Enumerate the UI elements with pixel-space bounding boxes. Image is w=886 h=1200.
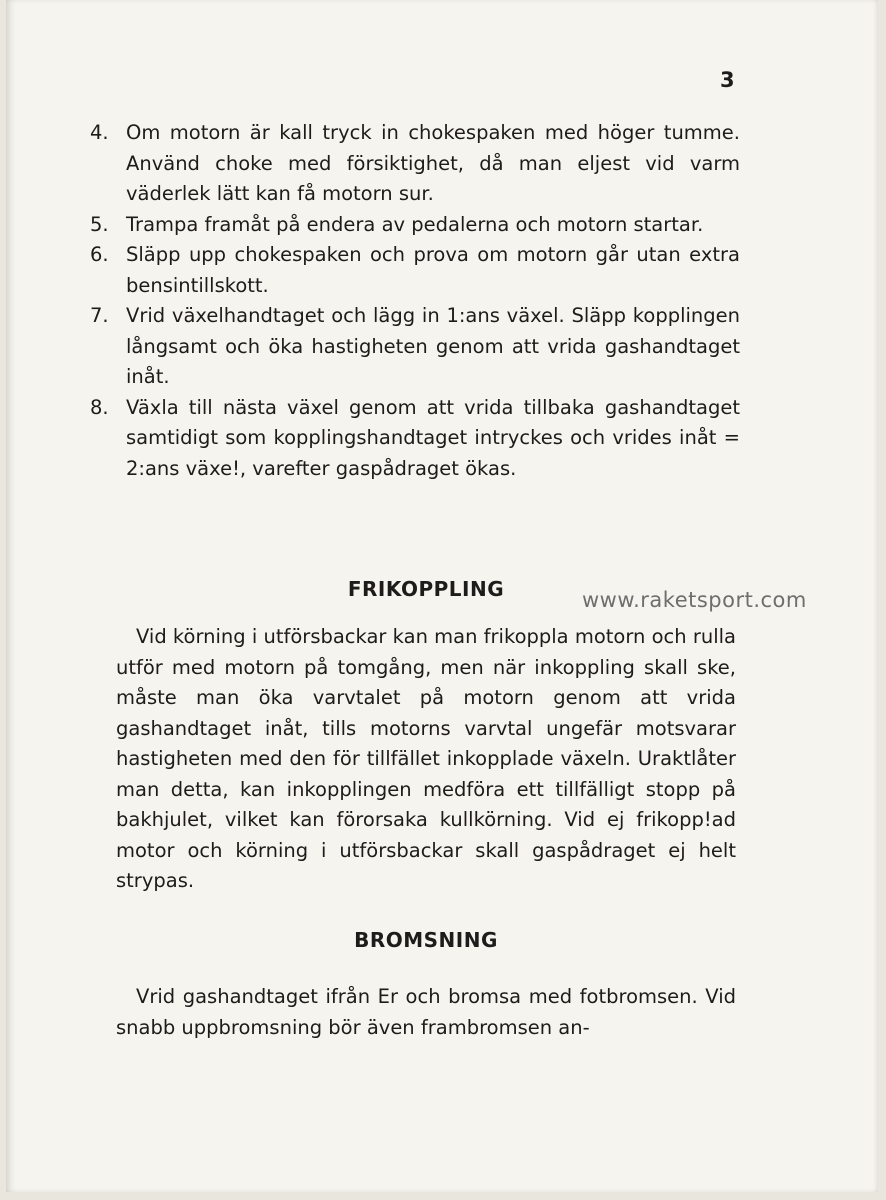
step-text: Om motorn är kall tryck in chokespaken med höger tumme. Använd choke med försiktighet, då man eljest vid varm väderlek lätt kan få motorn sur. (126, 121, 740, 205)
step-number: 8. (90, 395, 109, 419)
step-number: 6. (90, 243, 109, 266)
step-text: Släpp upp chokespaken och prova om motorn går utan extra bensintillskott. (126, 243, 740, 297)
list-item (90, 301, 740, 393)
step-number: 7. (90, 304, 109, 327)
list-item (90, 210, 740, 241)
step-text: Växla till nästa växel genom att vrida tillbaka gashandtaget samtidigt som kopplingshandtaget intryckes och vrides inåt = 2:ans växe!, varefter gaspådraget ökas. (126, 395, 740, 480)
document-page (6, 0, 878, 1192)
watermark: www.raketsport.com (582, 588, 807, 612)
instruction-list (90, 118, 740, 484)
section-heading-bromsning: BROMSNING (354, 928, 498, 952)
bromsning-paragraph: Vrid gashandtaget ifrån Er och bromsa med fotbromsen. Vid snabb uppbromsning bör även frambromsen an- (116, 985, 736, 1039)
list-item (90, 240, 740, 301)
page-number: 3 (720, 68, 735, 92)
step-number: 5. (90, 212, 109, 236)
step-text: Trampa framåt på endera av pedalerna och motorn startar. (126, 212, 704, 236)
list-item (90, 393, 740, 485)
section-heading-frikoppling: FRIKOPPLING (347, 577, 505, 601)
list-item (90, 118, 740, 210)
step-number: 4. (90, 121, 109, 144)
frikoppling-paragraph: Vid körning i utförsbackar kan man frikoppla motorn och rulla utför med motorn på tomgång, men när inkoppling skall ske, måste man öka varvtalet på motorn genom att vrida gashandtaget inåt, tills motorns varvtal ungefär motsvarar hastigheten med den för tillfället inkopplade växeln. Uraktlåter man detta, kan inkopplingen medföra ett tillfälligt stopp på bakhjulet, vilket kan förorsaka kullkörning. Vid ej frikopp!ad motor och körning i utförsbackar skall gaspådraget ej helt strypas. (116, 625, 736, 892)
step-text: Vrid växelhandtaget och lägg in 1:ans växel. Släpp kopplingen långsamt och öka hastigheten genom att vrida gashandtaget inåt. (126, 304, 740, 388)
